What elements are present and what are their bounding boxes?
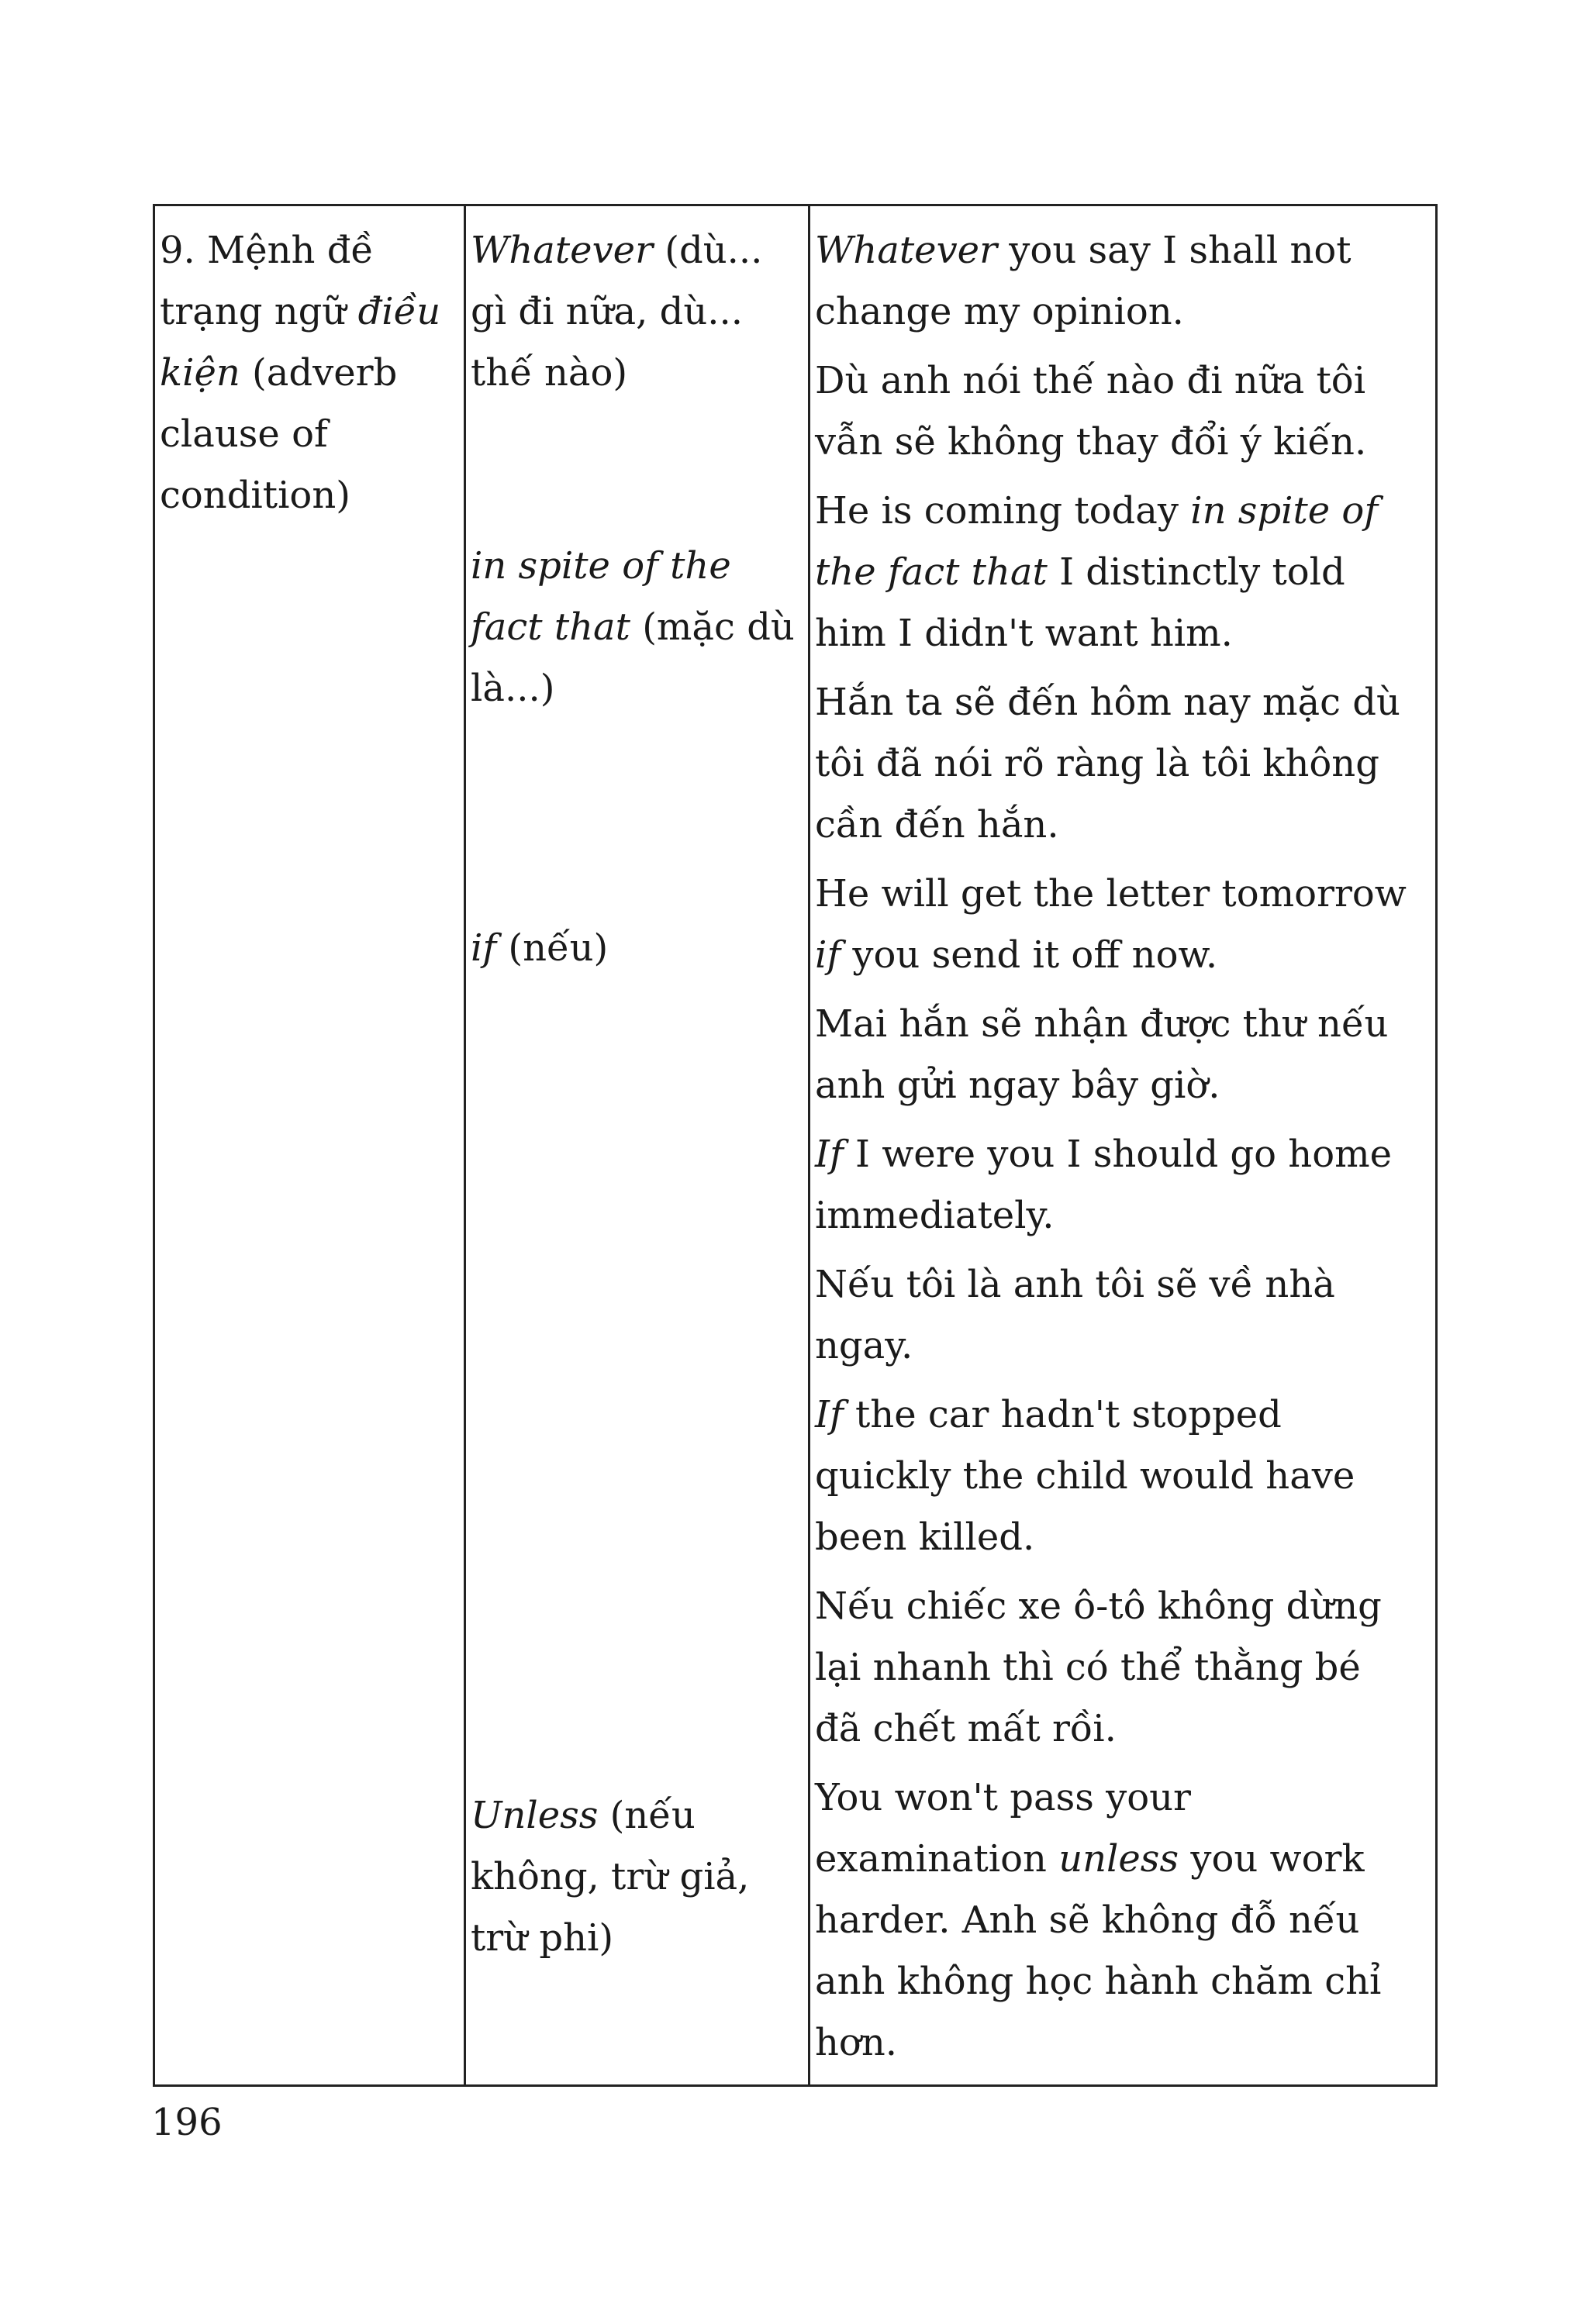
example-if-1-en: He will get the letter tomorrow if you send it off now. <box>815 872 1407 977</box>
example-unless: You won't pass your examination unless you work harder. Anh sẽ không đỗ nếu anh không học hành chăm chỉ hơn. <box>815 1776 1382 2064</box>
example-if-3-vi: Nếu chiếc xe ô-tô không dừng lại nhanh thì có thể thằng bé đã chết mất rồi. <box>815 1584 1382 1750</box>
grammar-table <box>153 204 1438 2087</box>
page-number: 196 <box>151 2101 223 2144</box>
example-whatever-vi: Dù anh nói thế nào đi nữa tôi vẫn sẽ không thay đổi ý kiến. <box>815 359 1367 464</box>
example-if-1-vi: Mai hắn sẽ nhận được thư nếu anh gửi ngay bây giờ. <box>815 1002 1389 1107</box>
category-line-3: kiện (adverb <box>160 351 398 395</box>
conjunction-cell <box>465 205 810 2086</box>
category-line-1: 9. Mệnh đề <box>160 229 374 272</box>
conj-whatever: Whatever (dù... gì đi nữa, dù... thế nào) <box>471 229 763 395</box>
table-row <box>154 205 1437 2086</box>
example-cell <box>810 205 1437 2086</box>
example-whatever-en: Whatever you say I shall not change my opinion. <box>815 229 1352 333</box>
example-if-3-en: If the car hadn't stopped quickly the child would have been killed. <box>815 1393 1355 1559</box>
example-if-2-vi: Nếu tôi là anh tôi sẽ về nhà ngay. <box>815 1263 1335 1367</box>
example-in-spite-vi: Hắn ta sẽ đến hôm nay mặc dù tôi đã nói rõ ràng là tôi không cần đến hắn. <box>815 681 1400 847</box>
conj-if: if (nếu) <box>471 926 609 970</box>
conj-in-spite-of: in spite of the fact that (mặc dù là...) <box>471 544 795 710</box>
category-line-5: condition) <box>160 474 350 517</box>
category-line-4: clause of <box>160 412 328 456</box>
conj-unless: Unless (nếu không, trừ giả, trừ phi) <box>471 1794 750 1960</box>
category-cell <box>154 205 465 2086</box>
example-in-spite-en: He is coming today in spite of the fact that I distinctly told him I didn't want him. <box>815 489 1379 655</box>
category-line-2: trạng ngữ điều <box>160 290 441 333</box>
example-if-2-en: If I were you I should go home immediately. <box>815 1133 1393 1237</box>
